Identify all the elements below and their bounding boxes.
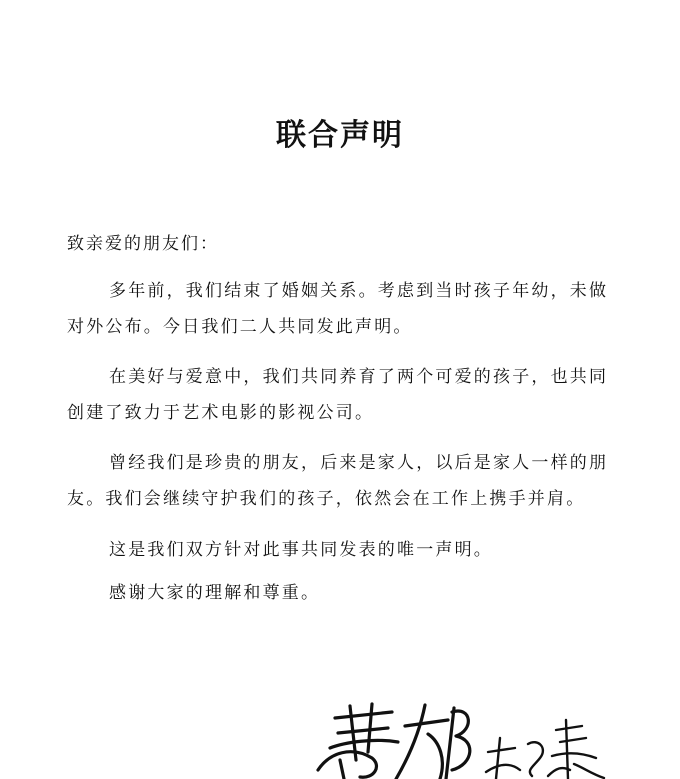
paragraph-3 [67, 445, 613, 517]
paragraph-5-text: 感谢大家的理解和尊重。 [109, 583, 321, 603]
paragraph-3-text: 曾经我们是珍贵的朋友，后来是家人，以后是家人一样的朋友。我们会继续守护我们的孩子，依然会在工作上携手并肩。 [67, 453, 609, 509]
paragraph-4-text: 这是我们双方针对此事共同发表的唯一声明。 [109, 540, 493, 560]
paragraph-2-text: 在美好与爱意中，我们共同养育了两个可爱的孩子，也共同创建了致力于艺术电影的影视公司。 [67, 367, 609, 423]
paragraph-4 [67, 532, 613, 568]
signature-first [318, 704, 470, 779]
paragraph-1 [67, 273, 613, 345]
document-title: 联合声明 [276, 118, 404, 153]
signature-second [486, 720, 604, 779]
paragraph-1-text: 多年前，我们结束了婚姻关系。考虑到当时孩子年幼，未做对外公布。今日我们二人共同发此声明。 [67, 281, 609, 337]
paragraph-5 [67, 575, 613, 611]
paragraph-2 [67, 359, 613, 431]
salutation: 致亲爱的朋友们： [67, 234, 219, 254]
